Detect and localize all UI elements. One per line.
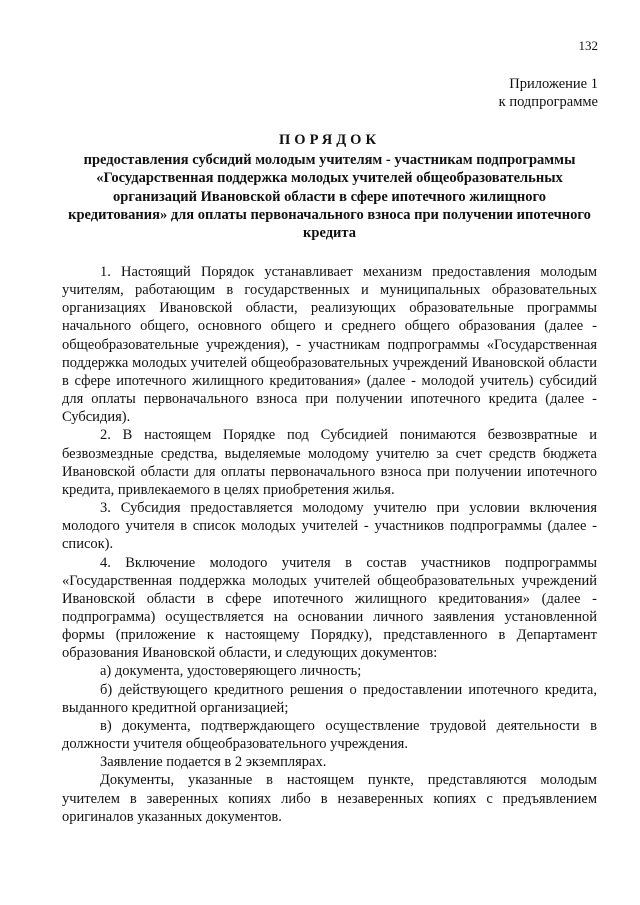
- paragraph-2: 2. В настоящем Порядке под Субсидией понимаются безвозвратные и безвозмездные средства, выделяемые молодому учителю за счет средств бюджета Ивановской области для оплаты первоначального взноса при получении ипотечного кредита, привлекаемого в целях приобретения жилья.: [62, 427, 597, 498]
- appendix-line-2: к подпрограмме: [498, 94, 598, 110]
- paragraph-3: 3. Субсидия предоставляется молодому учителю при условии включения молодого учителя в список молодых учителей - участников подпрограммы (далее - список).: [62, 500, 597, 553]
- page-number: 132: [578, 38, 598, 53]
- appendix-line-1: Приложение 1: [509, 76, 598, 92]
- paragraph-1: 1. Настоящий Порядок устанавливает механизм предоставления молодым учителям, работающим в государственных и муниципальных образовательных организациях Ивановской области, реализующих образовательные программы начального общего, основного общего и среднего общего образования (далее - общеобразовательные учреждения), - участникам подпрограммы «Государственная поддержка молодых учителей общеобразовательных учреждений Ивановской области в сфере ипотечного жилищного кредитования» (далее - молодой учитель) субсидий для оплаты первоначального взноса при получении ипотечного кредита (далее - Субсидия).: [62, 264, 597, 426]
- list-item-b: б) действующего кредитного решения о предоставлении ипотечного кредита, выданного кредитной организацией;: [62, 681, 597, 716]
- appendix-reference: [499, 75, 598, 111]
- title-subtitle: предоставления субсидий молодым учителям - участникам подпрограммы «Государственная поддержка молодых учителей общеобразовательных организаций Ивановской области в сфере ипотечного жилищного кредитования» для оплаты первоначального взноса при получении ипотечного кредита: [68, 152, 591, 242]
- document-title: [62, 131, 597, 242]
- paragraph-copies: Заявление подается в 2 экземплярах.: [100, 754, 327, 771]
- paragraph-4: 4. Включение молодого учителя в состав участников подпрограммы «Государственная поддержка молодых учителей общеобразовательных учреждений Ивановской области в сфере ипотечного жилищного кредитования» (далее - подпрограмма) осуществляется на основании личного заявления установленной формы (приложение к настоящему Порядку), представленного в Департамент образования Ивановской области, и следующих документов:: [62, 554, 597, 662]
- list-item-c: в) документа, подтверждающего осуществление трудовой деятельности в должности учителя общеобразовательного учреждения.: [62, 717, 597, 753]
- list-item-a: а) документа, удостоверяющего личность;: [100, 663, 362, 680]
- document-body: [62, 263, 597, 826]
- title-heading: ПОРЯДОК: [279, 132, 380, 148]
- paragraph-documents: Документы, указанные в настоящем пункте, представляются молодым учителем в заверенных копиях либо в незаверенных копиях с предъявлением оригиналов указанных документов.: [62, 772, 597, 825]
